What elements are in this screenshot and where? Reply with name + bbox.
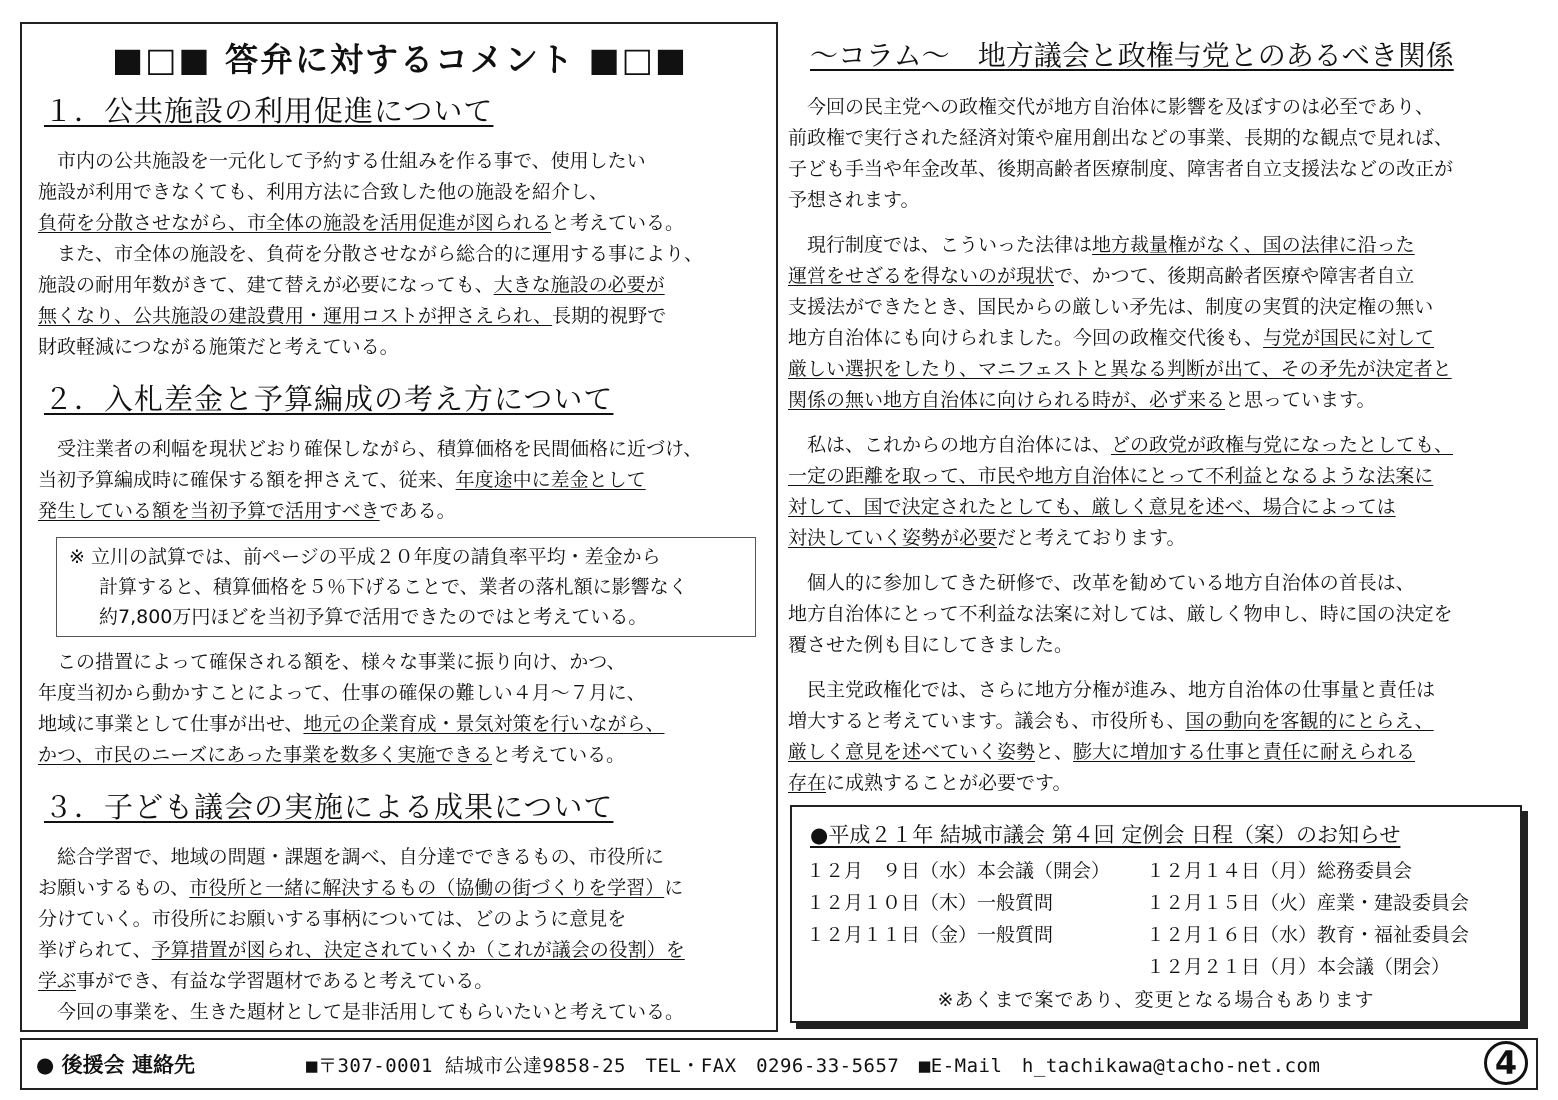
underlined-text: 予算措置が図られ、決定されていくか（これが議会の役割）を — [151, 939, 685, 961]
text-line: 施設が利用できなくても、利用方法に合致した他の施設を紹介し、 — [38, 181, 609, 203]
underlined-text: 無くなり、公共施設の建設費用・運用コストが押さえられ、 — [38, 305, 553, 327]
text: と考えている。 — [492, 744, 626, 766]
section-3-title: ３．子ども議会の実施による成果について — [44, 790, 614, 824]
text-line — [38, 496, 762, 527]
text: 事ができ、有益な学習題材であると考えている。 — [76, 970, 494, 992]
text: で、かつて、後期高齢者医療や障害者自立 — [1054, 265, 1415, 287]
column-title: ～コラム～ 地方議会と政権与党とのあるべき関係 — [810, 39, 1454, 72]
text-line — [788, 385, 1538, 416]
underlined-text: 市役所と一緒に解決するもの（協働の街づくりを学習） — [189, 877, 665, 899]
column-paragraph-5 — [788, 675, 1538, 799]
section-1-paragraph-2 — [38, 239, 762, 363]
text-line: 今回の事業を、生きた題材として是非活用してもらいたいと考えている。 — [38, 1001, 685, 1023]
text-line — [788, 768, 1538, 799]
text: お願いするもの、 — [38, 877, 190, 899]
page-title: ■□■ 答弁に対するコメント ■□■ — [111, 40, 689, 79]
column-paragraph-1 — [788, 92, 1538, 216]
text-line: 財政軽減につながる施策だと考えている。 — [38, 336, 399, 358]
schedule-title: ●平成２１年 結城市議会 第４回 定例会 日程（案）のお知らせ — [810, 823, 1401, 847]
text-line: 受注業者の利幅を現状どおり確保しながら、積算価格を民間価格に近づけ、 — [38, 438, 703, 460]
text-line: 地方自治体にとって不利益な法案に対しては、厳しく物申し、時に国の決定を — [788, 603, 1453, 625]
section-3-paragraph-1 — [38, 842, 762, 1028]
text-line: 約7,800万円ほどを当初予算で活用できたのではと考えている。 — [99, 606, 648, 628]
text-line — [38, 270, 762, 301]
text: 現行制度では、こういった法律は — [788, 234, 1093, 256]
text-line — [38, 966, 762, 997]
text-line: 今回の民主党への政権交代が地方自治体に影響を及ぼすのは必至であり、 — [788, 96, 1435, 118]
text-line — [38, 740, 762, 771]
text-line: この措置によって確保される額を、様々な事業に振り向け、かつ、 — [38, 651, 626, 673]
text-line — [788, 737, 1538, 768]
text-line: ※ 立川の試算では、前ページの平成２０年度の請負率平均・差金から — [69, 546, 661, 568]
text: 地域に事業として仕事が出せ、 — [38, 713, 304, 735]
underlined-text: 負荷を分散させながら、市全体の施設を活用促進が図られる — [38, 212, 552, 234]
text-line — [788, 261, 1538, 292]
schedule-list — [806, 855, 1520, 983]
page-number: 4 — [1484, 1041, 1528, 1085]
schedule-item: １２月１１日（金）一般質問 — [806, 924, 1054, 946]
underlined-text: 厳しく意見を述べていく姿勢 — [788, 741, 1036, 763]
text-line — [788, 461, 1538, 492]
text-line: 年度当初から動かすことによって、仕事の確保の難しい４月～７月に、 — [38, 682, 646, 704]
section-2-paragraph-2 — [38, 647, 762, 771]
text-line: 個人的に参加してきた研修で、改革を勧めている地方自治体の首長は、 — [788, 572, 1415, 594]
underlined-text: 厳しい選択をしたり、マニフェストと異なる判断が出て、その矛先が決定者と — [788, 358, 1452, 380]
footer-label: ● 後援会 連絡先 — [36, 1053, 195, 1077]
schedule-item: １２月１０日（木）一般質問 — [806, 892, 1054, 914]
footer-contact-info: ■〒307-0001 結城市公達9858-25 TEL・FAX 0296-33-5657 ■E-Mail h_tachikawa@tacho-net.com — [306, 1054, 1321, 1077]
schedule-item: １２月 ９日（水）本会議（開会） — [806, 860, 1111, 882]
text-line: 子ども手当や年金改革、後期高齢者医療制度、障害者自立支援法などの改正が — [788, 158, 1454, 180]
text: 私は、これからの地方自治体には、 — [788, 434, 1112, 456]
text-line: また、市全体の施設を、負荷を分散させながら総合的に運用する事により、 — [38, 243, 704, 265]
text: 当初予算編成時に確保する額を押さえて、従来、 — [38, 469, 456, 491]
text-line: 総合学習で、地域の問題・課題を調べ、自分達でできるもの、市役所に — [38, 846, 664, 868]
text-line — [788, 354, 1538, 385]
text-line — [38, 709, 762, 740]
text-line: 支援法ができたとき、国民からの厳しい矛先は、制度の実質的決定権の無い — [788, 296, 1434, 318]
text-line — [38, 301, 762, 332]
text-line — [788, 230, 1538, 261]
underlined-text: 学ぶ — [38, 970, 77, 992]
text-line — [788, 430, 1538, 461]
column-section — [788, 28, 1538, 813]
text: だと考えております。 — [997, 527, 1186, 549]
text: 地方自治体にも向けられました。今回の政権交代後も、 — [788, 327, 1264, 349]
underlined-text: 対決していく姿勢が必要 — [788, 527, 998, 549]
text-line — [38, 465, 762, 496]
text: 挙げられて、 — [38, 939, 152, 961]
section-2-title: ２．入札差金と予算編成の考え方について — [44, 382, 614, 416]
text-line: 市内の公共施設を一元化して予約する仕組みを作る事で、使用したい — [38, 150, 646, 172]
text: と考えている。 — [551, 212, 685, 234]
text-line: 予想されます。 — [788, 189, 920, 211]
text: と、 — [1035, 741, 1074, 763]
text-line: 分けていく。市役所にお願いする事柄については、どのように意見を — [38, 908, 627, 930]
text: と思っています。 — [1225, 389, 1376, 411]
underlined-text: 年度途中に差金として — [455, 469, 646, 491]
text-line — [788, 323, 1538, 354]
text-line: 前政権で実行された経済対策や雇用創出などの事業、長期的な観点で見れば、 — [788, 127, 1454, 149]
section-1-paragraph-1 — [38, 146, 762, 239]
schedule-note: ※あくまで案であり、変更となる場合もあります — [937, 989, 1375, 1011]
underlined-text: 膨大に増加する仕事と責任に耐えられる — [1073, 741, 1416, 763]
column-paragraph-4 — [788, 568, 1538, 661]
text: に — [664, 877, 684, 899]
underlined-text: 国の動向を客観的にとらえ、 — [1185, 710, 1434, 732]
underlined-text: 地元の企業育成・景気対策を行いながら、 — [303, 713, 665, 735]
text: 施設の耐用年数がきて、建て替えが必要になっても、 — [38, 274, 494, 296]
underlined-text: 地方裁量権がなく、国の法律に沿った — [1092, 234, 1415, 256]
section-1-title: １．公共施設の利用促進について — [44, 94, 494, 128]
underlined-text: 対して、国で決定されたとしても、厳しく意見を述べ、場合によっては — [788, 496, 1396, 518]
column-paragraph-2 — [788, 230, 1538, 416]
calculation-note-box — [56, 537, 756, 637]
text: に成熟することが必要です。 — [826, 772, 1072, 794]
underlined-text: 一定の距離を取って、市民や地方自治体にとって不利益となるような法案に — [788, 465, 1434, 487]
text: 長期的視野で — [552, 305, 667, 327]
underlined-text: 関係の無い地方自治体に向けられる時が、必ず来る — [788, 389, 1226, 411]
footer-contact-bar — [20, 1038, 1538, 1090]
text-line: 計算すると、積算価格を５％下げることで、業者の落札額に影響なく — [99, 576, 688, 598]
schedule-box — [790, 805, 1522, 1023]
text: 増大すると考えています。議会も、市役所も、 — [788, 710, 1186, 732]
underlined-text: かつ、市民のニーズにあった事業を数多く実施できる — [38, 744, 493, 766]
column-paragraph-3 — [788, 430, 1538, 554]
text-line — [38, 208, 762, 239]
text-line — [38, 935, 762, 966]
schedule-item: １２月１５日（火）産業・建設委員会 — [1146, 892, 1470, 914]
text-line — [788, 706, 1538, 737]
text-line: 覆させた例も目にしてきました。 — [788, 634, 1074, 656]
text-line: 民主党政権化では、さらに地方分権が進み、地方自治体の仕事量と責任は — [788, 679, 1436, 701]
comment-section — [20, 22, 778, 1032]
text-line — [38, 873, 762, 904]
underlined-text: どの政党が政権与党になったとしても、 — [1111, 434, 1454, 456]
text-line — [788, 523, 1538, 554]
schedule-item: １２月１６日（水）教育・福祉委員会 — [1146, 924, 1470, 946]
text-line — [788, 492, 1538, 523]
section-2-paragraph-1 — [38, 434, 762, 527]
underlined-text: 与党が国民に対して — [1263, 327, 1435, 349]
underlined-text: 大きな施設の必要が — [493, 274, 665, 296]
underlined-text: 発生している額を当初予算で活用すべき — [38, 500, 380, 522]
schedule-item: １２月１４日（月）総務委員会 — [1146, 860, 1413, 882]
underlined-text: 運営をせざるを得ないのが現状 — [788, 265, 1055, 287]
underlined-text: 存在 — [788, 772, 827, 794]
schedule-item-empty — [806, 951, 1146, 983]
schedule-item: １２月２１日（月）本会議（閉会） — [1146, 956, 1451, 978]
text: である。 — [379, 500, 456, 522]
